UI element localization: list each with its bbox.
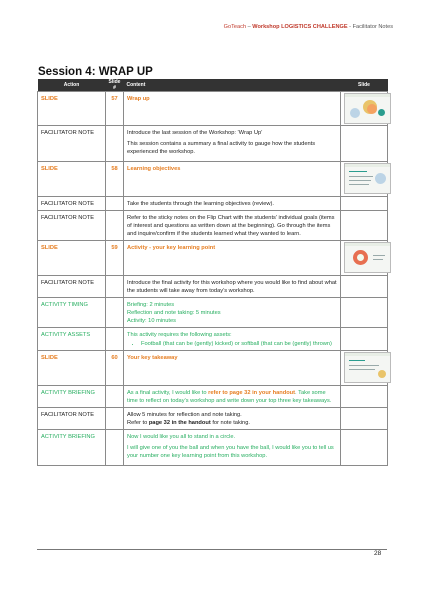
content-cell: Activity - your key learning point: [124, 241, 341, 276]
table-row: [38, 351, 388, 386]
slide-thumbnail-58: [344, 163, 391, 194]
content-cell: [124, 430, 341, 466]
action-cell: ACTIVITY ASSETS: [38, 328, 106, 351]
table-row: [38, 386, 388, 408]
note-line: [127, 419, 337, 427]
handout-reference: refer to page 32 in your handout: [208, 390, 296, 396]
assets-intro: This activity requires the following assets:: [127, 332, 232, 338]
table-row: [38, 162, 388, 197]
action-cell: FACILITATOR NOTE: [38, 211, 106, 241]
table-row: [38, 241, 388, 276]
header-separator: –: [246, 24, 253, 30]
slide-number-cell: [106, 386, 124, 408]
slide-thumbnail-cell: [341, 211, 388, 241]
action-cell: ACTIVITY BRIEFING: [38, 430, 106, 466]
note-text: for note taking.: [210, 420, 250, 426]
content-cell: Refer to the sticky notes on the Flip Chart with the students’ individual goals (items of interest and questions as written down at the beginning). Go through the items and inquire/confirm if the students learned what they wanted to learn.: [124, 211, 341, 241]
footer-divider: [37, 549, 387, 550]
slide-number-cell: 60: [106, 351, 124, 386]
content-cell: Introduce the final activity for this workshop where you would like to find about what the students will take away from today’s workshop.: [124, 276, 341, 298]
table-row: [38, 126, 388, 162]
assets-list: [141, 340, 337, 348]
action-cell: ACTIVITY TIMING: [38, 298, 106, 328]
content-cell: Your key takeaway: [124, 351, 341, 386]
content-cell: [124, 408, 341, 430]
header-brand: GoTeach: [223, 24, 247, 30]
content-cell: [124, 386, 341, 408]
content-paragraph: Introduce the last session of the Workshop: ‘Wrap Up’: [127, 130, 263, 136]
slide-number-cell: [106, 328, 124, 351]
action-cell: SLIDE: [38, 162, 106, 197]
content-paragraph: This session contains a summary a final activity to gauge how the students experienced the workshop.: [127, 141, 316, 155]
slide-thumbnail-cell: [341, 430, 388, 466]
col-slide-num-header: Slide #: [106, 79, 124, 92]
header-suffix: - Facilitator Notes: [347, 24, 393, 30]
slide-thumbnail-cell: [341, 351, 388, 386]
table-row: [38, 328, 388, 351]
page-number: 28: [374, 550, 382, 557]
slide-thumbnail-cell: [341, 386, 388, 408]
slide-thumbnail-cell: [341, 298, 388, 328]
slide-number-cell: [106, 408, 124, 430]
slide-number-cell: 59: [106, 241, 124, 276]
content-paragraph: I will give one of you the ball and when you have the ball, I would like you to tell us your number one key learning point from this workshop.: [127, 445, 334, 459]
note-line: Allow 5 minutes for reflection and note taking.: [127, 412, 242, 418]
slide-thumbnail-cell: [341, 126, 388, 162]
table-row: [38, 211, 388, 241]
slide-number-cell: [106, 126, 124, 162]
action-cell: SLIDE: [38, 351, 106, 386]
content-cell: [124, 126, 341, 162]
slide-thumbnail-60: [344, 352, 391, 383]
slide-number-cell: [106, 430, 124, 466]
slide-number-cell: [106, 211, 124, 241]
table-row: [38, 298, 388, 328]
timing-briefing: Briefing: 2 minutes: [127, 302, 175, 308]
slide-thumbnail-59: [344, 242, 391, 273]
slide-number-cell: [106, 197, 124, 211]
content-cell: Learning objectives: [124, 162, 341, 197]
slide-number-cell: [106, 298, 124, 328]
action-cell: FACILITATOR NOTE: [38, 126, 106, 162]
table-row: [38, 197, 388, 211]
slide-thumbnail-cell: [341, 241, 388, 276]
table-row: [38, 430, 388, 466]
action-cell: SLIDE: [38, 241, 106, 276]
action-cell: FACILITATOR NOTE: [38, 408, 106, 430]
timing-reflection: Reflection and note taking: 5 minutes: [127, 310, 221, 316]
slide-number-cell: 57: [106, 92, 124, 126]
action-cell: FACILITATOR NOTE: [38, 197, 106, 211]
slide-thumbnail-cell: [341, 408, 388, 430]
table-row: [38, 92, 388, 126]
note-text: Refer to: [127, 420, 149, 426]
slide-thumbnail-cell: [341, 92, 388, 126]
slide-number-cell: [106, 276, 124, 298]
briefing-text: As a final activity, I would like to: [127, 390, 209, 396]
running-header: [224, 24, 393, 30]
slide-number-cell: 58: [106, 162, 124, 197]
timing-activity: Activity: 10 minutes: [127, 318, 176, 324]
col-content-header: Content: [124, 79, 341, 92]
action-cell: SLIDE: [38, 92, 106, 126]
header-challenge: Workshop LOGISTICS CHALLENGE: [252, 24, 348, 30]
content-paragraph: Now I would like you all to stand in a circle.: [127, 434, 236, 440]
session-title: Session 4: WRAP UP: [38, 66, 153, 78]
slide-thumbnail-57: [344, 93, 391, 124]
slide-thumbnail-cell: [341, 197, 388, 211]
list-item: • Football (that can be (gently) kicked) or softball (that can be (gently) thrown): [141, 340, 337, 348]
col-action-header: Action: [38, 79, 106, 92]
content-cell: [124, 298, 341, 328]
slide-thumbnail-cell: [341, 276, 388, 298]
table-header-row: [38, 79, 388, 92]
briefing-text: . Take some time to reflect on today’s workshop and write down your top three key takeaways.: [127, 390, 332, 404]
content-cell: [124, 328, 341, 351]
table-row: [38, 276, 388, 298]
slide-thumbnail-cell: [341, 328, 388, 351]
action-cell: FACILITATOR NOTE: [38, 276, 106, 298]
slide-thumbnail-cell: [341, 162, 388, 197]
action-cell: ACTIVITY BRIEFING: [38, 386, 106, 408]
table-row: [38, 408, 388, 430]
facilitator-table: [37, 79, 388, 466]
col-slide-header: Slide: [341, 79, 388, 92]
handout-reference: page 32 in the handout: [148, 420, 211, 426]
content-cell: Wrap up: [124, 92, 341, 126]
content-cell: Take the students through the learning objectives (review).: [124, 197, 341, 211]
